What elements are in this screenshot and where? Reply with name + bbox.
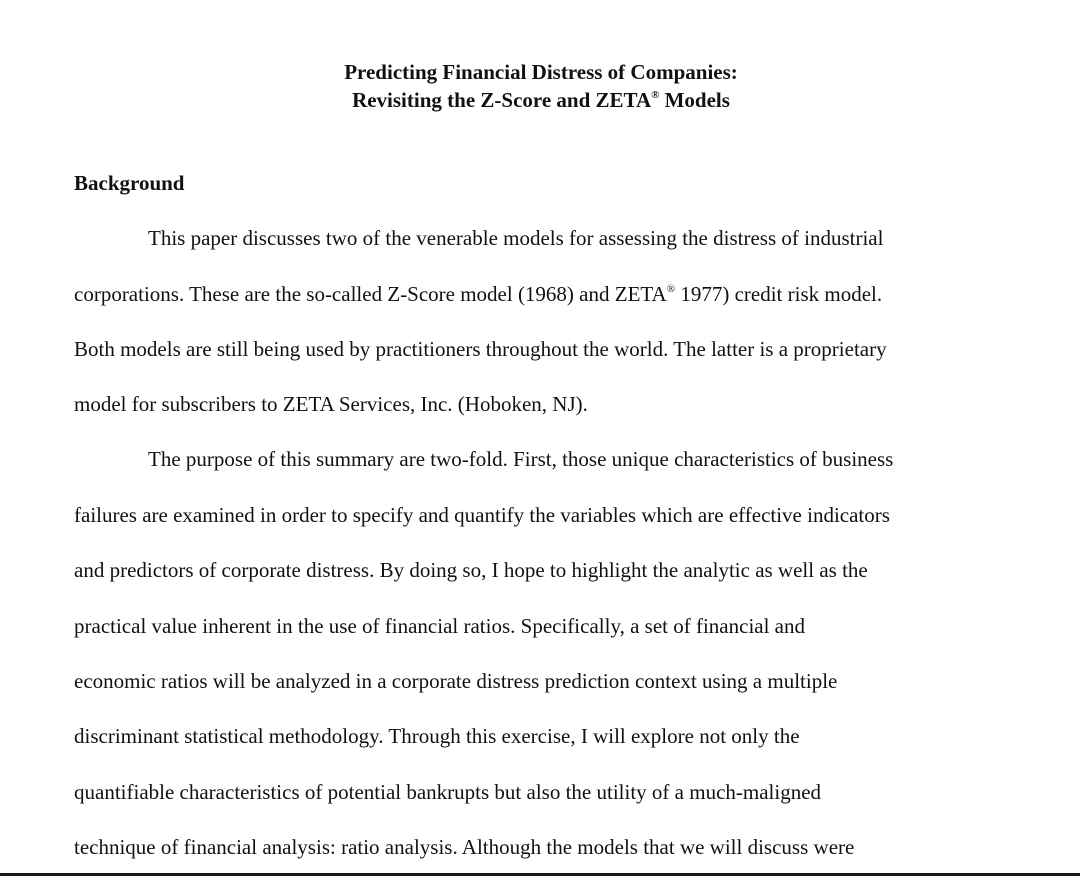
title-line-1: Predicting Financial Distress of Companies: (344, 60, 738, 84)
registered-mark: ® (651, 89, 660, 101)
paragraph-line: failures are examined in order to specify and quantify the variables which are effective indicators (74, 503, 890, 527)
line-text: corporations. These are the so-called Z-Score model (1968) and ZETA (74, 282, 667, 306)
title-line-2-suffix: Models (659, 88, 730, 112)
paragraph-line: economic ratios will be analyzed in a corporate distress prediction context using a multiple (74, 669, 838, 693)
title-line-2-text: Revisiting the Z-Score and ZETA (352, 88, 652, 112)
title-line-2 (0, 86, 1080, 114)
paragraph-line (74, 280, 1034, 308)
paper-title (0, 58, 1080, 114)
line-text-suffix: 1977) credit risk model. (675, 282, 883, 306)
paragraph-line: quantifiable characteristics of potential bankrupts but also the utility of a much-maligned (74, 780, 822, 804)
paragraph-line: technique of financial analysis: ratio analysis. Although the models that we will discuss were (74, 835, 855, 859)
paragraph-line: and predictors of corporate distress. By doing so, I hope to highlight the analytic as well as the (74, 558, 868, 582)
paragraph-line: This paper discusses two of the venerable models for assessing the distress of industrial (148, 226, 884, 250)
paragraph-line: discriminant statistical methodology. Through this exercise, I will explore not only the (74, 724, 800, 748)
paragraph-line: The purpose of this summary are two-fold. First, those unique characteristics of business (148, 447, 894, 471)
paragraph-line: Both models are still being used by practitioners throughout the world. The latter is a proprietary (74, 337, 887, 361)
paragraph-line: practical value inherent in the use of financial ratios. Specifically, a set of financial and (74, 614, 806, 638)
section-heading: Background (74, 171, 185, 195)
registered-mark: ® (666, 283, 676, 295)
paragraph-line: model for subscribers to ZETA Services, Inc. (Hoboken, NJ). (74, 392, 588, 416)
